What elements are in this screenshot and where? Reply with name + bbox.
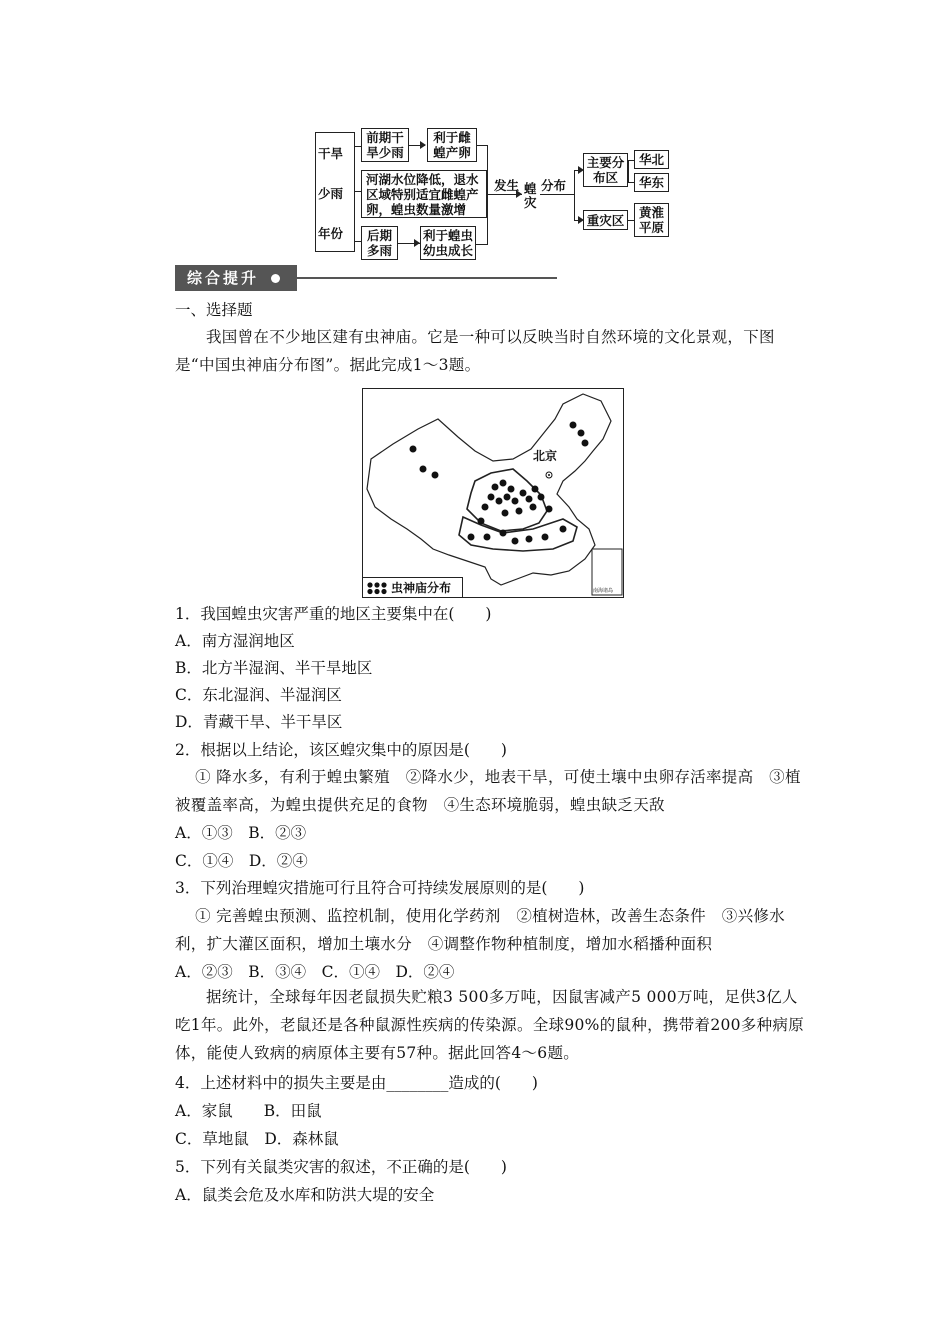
q1-option-d: D．青藏干旱、半干旱区 [175, 713, 343, 731]
q1-option-a: A．南方湿润地区 [175, 632, 295, 650]
banner-rule [297, 277, 557, 279]
box-severe-region: 重灾区 [583, 210, 628, 230]
china-map-figure [362, 388, 624, 598]
section-banner-text: 综合提升 [187, 269, 260, 287]
legend-dots-icon [366, 581, 388, 595]
section-title: 一、选择题 [175, 301, 253, 319]
map-label-beijing: 北京 [533, 449, 558, 463]
label-little-rain: 少雨 [318, 186, 344, 201]
q2-options-ab: A．①③ B．②③ [175, 824, 307, 842]
box-water-level: 河湖水位降低，退水区域特别适宜雌蝗产卵，蝗虫数量激增 [361, 170, 487, 218]
q2-stem: 2．根据以上结论，该区蝗灾集中的原因是( ) [175, 741, 507, 759]
label-year: 年份 [318, 226, 344, 241]
china-map [363, 389, 623, 597]
q3-stem: 3．下列治理蝗灾措施可行且符合可持续发展原则的是( ) [175, 879, 585, 897]
box-early-drought: 前期干旱少雨 [361, 128, 409, 162]
box-egg-laying: 利于雌蝗产卵 [427, 128, 477, 162]
map-legend [363, 577, 463, 597]
intro-paragraph-2: 据统计，全球每年因老鼠损失贮粮3 500多万吨，因鼠害减产5 000万吨，足供3亿人吃1年。此外，老鼠还是各种鼠源性疾病的传染源。全球90%的鼠种，携带着200多种病原体，能使人致病的病原体主要有57种。据此回答4～6题。 [175, 988, 804, 1062]
box-larvae: 利于蝗虫幼虫成长 [420, 226, 476, 260]
intro-paragraph-1: 我国曾在不少地区建有虫神庙。它是一种可以反映当时自然环境的文化景观，下图是“中国虫神庙分布图”。据此完成1～3题。 [175, 328, 775, 374]
q2-options-cd: C．①④ D．②④ [175, 852, 308, 870]
q4-options-ab: A．家鼠 B．田鼠 [175, 1102, 322, 1120]
arrow-label-occur: 发生 [494, 178, 520, 193]
q5-option-a: A．鼠类会危及水库和防洪大堤的安全 [175, 1186, 435, 1204]
label-drought: 干旱 [318, 146, 344, 161]
q3-statements: ① 完善蝗虫预测、监控机制，使用化学药剂 ②植树造林，改善生态条件 ③兴修水利，扩大灌区面积，增加土壤水分 ④调整作物种植制度，增加水稻播种面积 [175, 907, 785, 953]
banner-dot-icon [271, 274, 280, 283]
q3-options: A．②③ B．③④ C．①④ D．②④ [175, 963, 455, 981]
q5-stem: 5．下列有关鼠类灾害的叙述，不正确的是( ) [175, 1158, 507, 1176]
section-banner [175, 265, 297, 291]
q2-statements: ① 降水多，有利于蝗虫繁殖 ②降水少，地表干旱，可使土壤中虫卵存活率提高 ③植被覆盖率高，为蝗虫提供充足的食物 ④生态环境脆弱，蝗虫缺乏天敌 [175, 768, 801, 814]
q4-stem: 4．上述材料中的损失主要是由________造成的( ) [175, 1074, 538, 1092]
q4-options-cd: C．草地鼠 D．森林鼠 [175, 1130, 339, 1148]
q1-stem: 1．我国蝗虫灾害严重的地区主要集中在( ) [175, 605, 492, 623]
q1-option-c: C．东北湿润、半湿润区 [175, 686, 342, 704]
box-late-rain: 后期多雨 [361, 226, 398, 260]
center-locust-plague: 蝗灾 [524, 181, 537, 210]
box-huanghuai-plain: 黄淮平原 [634, 203, 669, 237]
box-east-china: 华东 [634, 173, 669, 192]
box-north-china: 华北 [634, 150, 669, 169]
map-inset-label: 南海诸岛 [593, 588, 614, 594]
box-main-region: 主要分布区 [583, 153, 628, 187]
q1-option-b: B．北方半湿润、半干旱地区 [175, 659, 373, 677]
arrow-label-distribution: 分布 [541, 178, 567, 193]
legend-label: 虫神庙分布 [391, 581, 452, 595]
